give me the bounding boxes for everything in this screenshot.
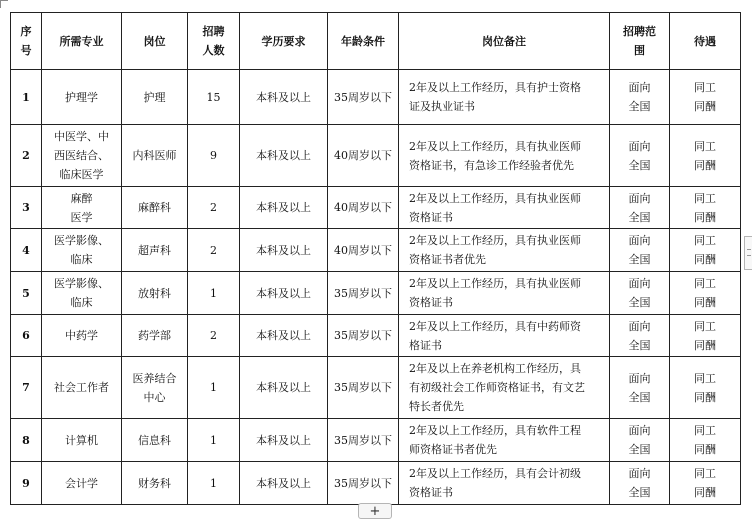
cell-no[interactable]: 8 bbox=[11, 419, 42, 462]
cell-age[interactable]: 35周岁以下 bbox=[328, 419, 399, 462]
cell-age[interactable]: 35周岁以下 bbox=[328, 70, 399, 125]
cell-scope[interactable]: 面向 全国 bbox=[610, 125, 670, 187]
cell-scope[interactable]: 面向 全国 bbox=[610, 229, 670, 272]
cell-post[interactable]: 医养结合 中心 bbox=[122, 357, 188, 419]
cell-pay[interactable]: 同工 同酬 bbox=[670, 70, 741, 125]
cell-count[interactable]: 1 bbox=[188, 357, 240, 419]
cell-post[interactable]: 财务科 bbox=[122, 462, 188, 505]
cell-education[interactable]: 本科及以上 bbox=[240, 419, 328, 462]
cell-age[interactable]: 35周岁以下 bbox=[328, 357, 399, 419]
cell-count[interactable]: 2 bbox=[188, 229, 240, 272]
table-row[interactable] bbox=[11, 229, 741, 272]
cell-note[interactable]: 2年及以上在养老机构工作经历，具 有初级社会工作师资格证书，有文艺 特长者优先 bbox=[399, 357, 610, 419]
cell-post[interactable]: 超声科 bbox=[122, 229, 188, 272]
cell-count[interactable]: 1 bbox=[188, 419, 240, 462]
table-row[interactable] bbox=[11, 187, 741, 229]
cell-no[interactable]: 4 bbox=[11, 229, 42, 272]
cell-count[interactable]: 2 bbox=[188, 315, 240, 357]
cell-education[interactable]: 本科及以上 bbox=[240, 357, 328, 419]
cell-no[interactable]: 5 bbox=[11, 272, 42, 315]
cell-major[interactable]: 中医学、中 西医结合、 临床医学 bbox=[42, 125, 122, 187]
table-row[interactable] bbox=[11, 272, 741, 315]
cell-age[interactable]: 40周岁以下 bbox=[328, 125, 399, 187]
cell-pay[interactable]: 同工 同酬 bbox=[670, 229, 741, 272]
cell-no[interactable]: 6 bbox=[11, 315, 42, 357]
add-row-button[interactable]: + bbox=[358, 503, 392, 519]
cell-education[interactable]: 本科及以上 bbox=[240, 70, 328, 125]
recruitment-table bbox=[10, 12, 741, 505]
cell-no[interactable]: 7 bbox=[11, 357, 42, 419]
cell-age[interactable]: 40周岁以下 bbox=[328, 229, 399, 272]
cell-pay[interactable]: 同工 同酬 bbox=[670, 462, 741, 505]
cell-age[interactable]: 35周岁以下 bbox=[328, 462, 399, 505]
cell-note[interactable]: 2年及以上工作经历，具有软件工程 师资格证书者优先 bbox=[399, 419, 610, 462]
cell-no[interactable]: 9 bbox=[11, 462, 42, 505]
cell-note[interactable]: 2年及以上工作经历，具有会计初级 资格证书 bbox=[399, 462, 610, 505]
table-corner-marker bbox=[0, 0, 8, 8]
cell-education[interactable]: 本科及以上 bbox=[240, 462, 328, 505]
header-major: 所需专业 bbox=[42, 13, 122, 70]
cell-major[interactable]: 会计学 bbox=[42, 462, 122, 505]
cell-scope[interactable]: 面向 全国 bbox=[610, 70, 670, 125]
header-no: 序 号 bbox=[11, 13, 42, 70]
table-header-row bbox=[11, 13, 741, 70]
cell-scope[interactable]: 面向 全国 bbox=[610, 419, 670, 462]
header-count: 招聘 人数 bbox=[188, 13, 240, 70]
cell-scope[interactable]: 面向 全国 bbox=[610, 272, 670, 315]
cell-major[interactable]: 中药学 bbox=[42, 315, 122, 357]
table-row[interactable] bbox=[11, 419, 741, 462]
cell-major[interactable]: 医学影像、 临床 bbox=[42, 229, 122, 272]
header-age: 年龄条件 bbox=[328, 13, 399, 70]
table-row[interactable] bbox=[11, 462, 741, 505]
cell-note[interactable]: 2年及以上工作经历，具有执业医师 资格证书，有急诊工作经验者优先 bbox=[399, 125, 610, 187]
cell-age[interactable]: 40周岁以下 bbox=[328, 187, 399, 229]
cell-major[interactable]: 计算机 bbox=[42, 419, 122, 462]
cell-note[interactable]: 2年及以上工作经历，具有执业医师 资格证书 bbox=[399, 272, 610, 315]
cell-major[interactable]: 护理学 bbox=[42, 70, 122, 125]
cell-major[interactable]: 社会工作者 bbox=[42, 357, 122, 419]
header-education: 学历要求 bbox=[240, 13, 328, 70]
header-pay: 待遇 bbox=[670, 13, 741, 70]
cell-note[interactable]: 2年及以上工作经历，具有执业医师 资格证书 bbox=[399, 187, 610, 229]
cell-post[interactable]: 放射科 bbox=[122, 272, 188, 315]
cell-note[interactable]: 2年及以上工作经历，具有护士资格 证及执业证书 bbox=[399, 70, 610, 125]
cell-note[interactable]: 2年及以上工作经历，具有中药师资 格证书 bbox=[399, 315, 610, 357]
cell-no[interactable]: 3 bbox=[11, 187, 42, 229]
cell-count[interactable]: 15 bbox=[188, 70, 240, 125]
cell-no[interactable]: 2 bbox=[11, 125, 42, 187]
cell-education[interactable]: 本科及以上 bbox=[240, 229, 328, 272]
cell-scope[interactable]: 面向 全国 bbox=[610, 357, 670, 419]
header-note: 岗位备注 bbox=[399, 13, 610, 70]
cell-education[interactable]: 本科及以上 bbox=[240, 187, 328, 229]
cell-count[interactable]: 1 bbox=[188, 462, 240, 505]
cell-post[interactable]: 护理 bbox=[122, 70, 188, 125]
cell-count[interactable]: 9 bbox=[188, 125, 240, 187]
cell-major[interactable]: 麻醉 医学 bbox=[42, 187, 122, 229]
cell-post[interactable]: 药学部 bbox=[122, 315, 188, 357]
header-scope: 招聘范 围 bbox=[610, 13, 670, 70]
cell-post[interactable]: 内科医师 bbox=[122, 125, 188, 187]
cell-pay[interactable]: 同工 同酬 bbox=[670, 187, 741, 229]
cell-scope[interactable]: 面向 全国 bbox=[610, 315, 670, 357]
cell-count[interactable]: 2 bbox=[188, 187, 240, 229]
cell-post[interactable]: 信息科 bbox=[122, 419, 188, 462]
cell-education[interactable]: 本科及以上 bbox=[240, 125, 328, 187]
cell-pay[interactable]: 同工 同酬 bbox=[670, 125, 741, 187]
cell-pay[interactable]: 同工 同酬 bbox=[670, 315, 741, 357]
cell-age[interactable]: 35周岁以下 bbox=[328, 315, 399, 357]
cell-age[interactable]: 35周岁以下 bbox=[328, 272, 399, 315]
header-post: 岗位 bbox=[122, 13, 188, 70]
cell-scope[interactable]: 面向 全国 bbox=[610, 187, 670, 229]
cell-pay[interactable]: 同工 同酬 bbox=[670, 419, 741, 462]
table-row[interactable] bbox=[11, 315, 741, 357]
cell-count[interactable]: 1 bbox=[188, 272, 240, 315]
cell-education[interactable]: 本科及以上 bbox=[240, 272, 328, 315]
cell-note[interactable]: 2年及以上工作经历，具有执业医师 资格证书者优先 bbox=[399, 229, 610, 272]
cell-post[interactable]: 麻醉科 bbox=[122, 187, 188, 229]
table-row[interactable] bbox=[11, 125, 741, 187]
cell-pay[interactable]: 同工 同酬 bbox=[670, 272, 741, 315]
row-resize-handle[interactable] bbox=[744, 236, 752, 270]
cell-education[interactable]: 本科及以上 bbox=[240, 315, 328, 357]
table-row[interactable] bbox=[11, 357, 741, 419]
cell-scope[interactable]: 面向 全国 bbox=[610, 462, 670, 505]
cell-major[interactable]: 医学影像、 临床 bbox=[42, 272, 122, 315]
cell-no[interactable]: 1 bbox=[11, 70, 42, 125]
cell-pay[interactable]: 同工 同酬 bbox=[670, 357, 741, 419]
table-row[interactable] bbox=[11, 70, 741, 125]
